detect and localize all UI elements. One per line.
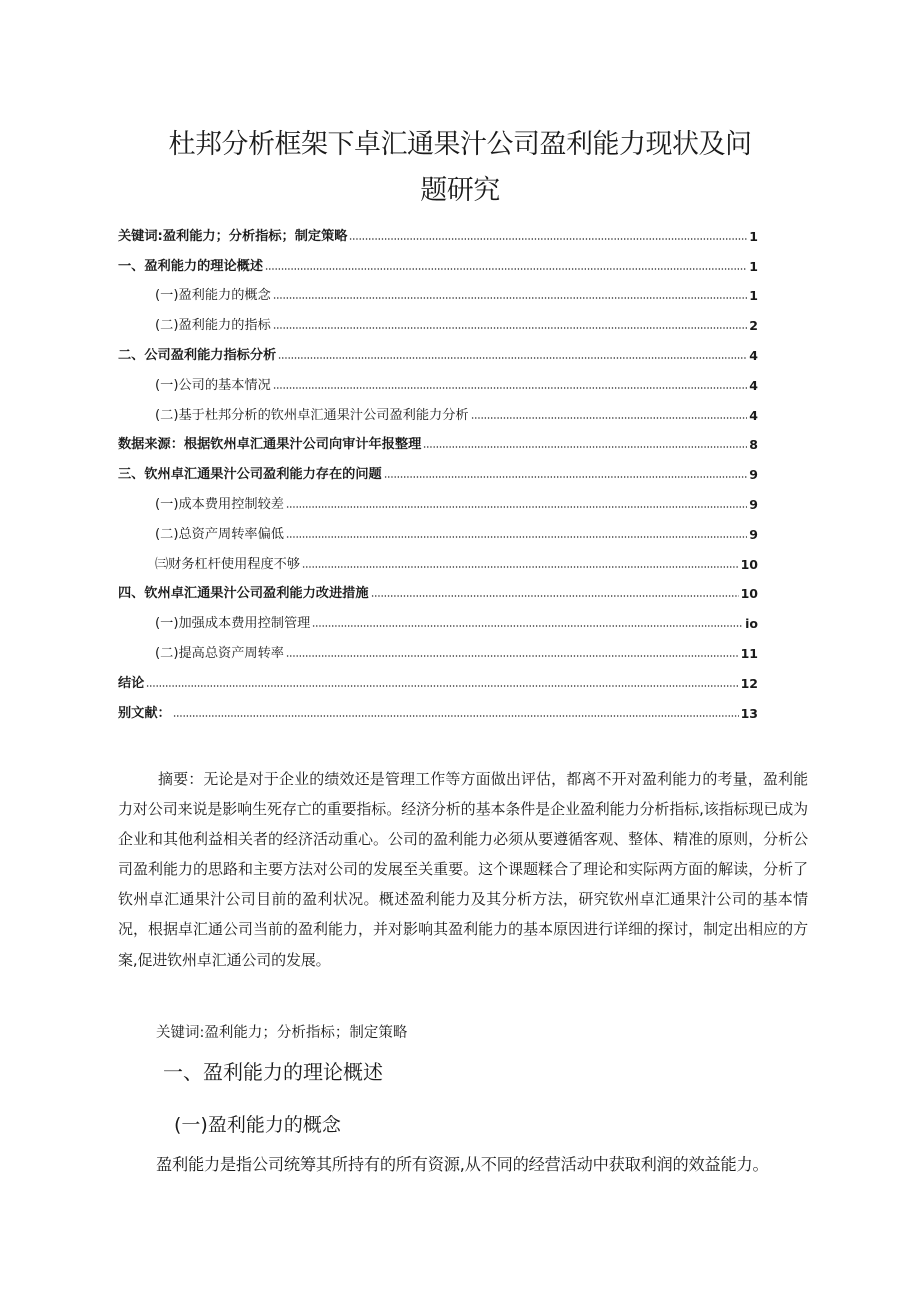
toc-entry-title: (一)加强成本费用控制管理 (155, 616, 311, 632)
keywords-line: 关键词:盈利能力；分析指标；制定策略 (156, 1025, 408, 1041)
title-line-2: 题研究 (420, 175, 500, 206)
toc-dot-leader (371, 594, 739, 598)
body-paragraph: 盈利能力是指公司统筹其所持有的所有资源,从不同的经营活动中获取利润的效益能力。 (156, 1155, 769, 1174)
toc-entry[interactable] (118, 601, 758, 631)
toc-dot-leader (286, 654, 739, 658)
toc-entry-page-number: io (745, 616, 758, 632)
toc-dot-leader (265, 267, 747, 271)
toc-entry-page-number: 4 (749, 347, 758, 363)
toc-entry-page-number: 9 (749, 526, 758, 542)
toc-entry-page-number: 10 (740, 586, 758, 602)
toc-entry[interactable] (118, 333, 758, 363)
toc-entry-title: 二、公司盈利能力指标分析 (118, 347, 277, 363)
toc-entry-title: (二)总资产周转率偏低 (155, 526, 284, 542)
toc-entry-title: 三、钦州卓汇通果汁公司盈利能力存在的问题 (118, 467, 382, 483)
toc-dot-leader (384, 475, 748, 479)
toc-entry-page-number: 1 (749, 258, 758, 274)
toc-entry-title: 数据来源：根据钦州卓汇通果汁公司向审计年报整理 (118, 437, 422, 453)
toc-dot-leader (278, 356, 747, 360)
toc-entry-page-number: 10 (740, 556, 758, 572)
toc-entry-page-number: 2 (749, 318, 758, 334)
toc-entry-title: (一)盈利能力的概念 (155, 288, 271, 304)
toc-dot-leader (273, 296, 748, 300)
toc-dot-leader (173, 714, 739, 718)
toc-entry[interactable] (118, 512, 758, 542)
toc-entry-title: (二)基于杜邦分析的钦州卓汇通果汁公司盈利能力分析 (155, 407, 469, 423)
table-of-contents (118, 214, 758, 721)
document-title (140, 122, 780, 214)
toc-entry-page-number: 1 (749, 228, 758, 244)
toc-entry-page-number: 1 (749, 288, 758, 304)
toc-entry[interactable] (118, 482, 758, 512)
toc-entry-title: (二)提高总资产周转率 (155, 645, 284, 661)
toc-entry[interactable] (118, 214, 758, 244)
toc-entry-page-number: 11 (740, 645, 758, 661)
toc-entry-page-number: 8 (749, 437, 758, 453)
toc-entry-page-number: 4 (749, 377, 758, 393)
toc-entry-title: 四、钦州卓汇通果汁公司盈利能力改进措施 (118, 586, 369, 602)
toc-entry-title: (一)公司的基本情况 (155, 377, 271, 393)
toc-entry-title: (二)盈利能力的指标 (155, 318, 271, 334)
toc-entry[interactable] (118, 303, 758, 333)
toc-entry-title: ㈢财务杠杆使用程度不够 (155, 556, 301, 572)
toc-entry-page-number: 9 (749, 467, 758, 483)
toc-entry[interactable] (118, 542, 758, 572)
toc-entry-title: 一、盈利能力的理论概述 (118, 258, 264, 274)
toc-dot-leader (286, 535, 747, 539)
toc-dot-leader (471, 416, 748, 420)
toc-dot-leader (312, 624, 743, 628)
toc-entry[interactable] (118, 452, 758, 482)
toc-dot-leader (423, 445, 747, 449)
toc-entry[interactable] (118, 423, 758, 453)
toc-entry[interactable] (118, 572, 758, 602)
toc-entry[interactable] (118, 691, 758, 721)
section-heading: 一、盈利能力的理论概述 (163, 1060, 383, 1084)
abstract-paragraph: 摘要：无论是对于企业的绩效还是管理工作等方面做出评估，都离不开对盈利能力的考量，盈利能力对公司来说是影响生死存亡的重要指标。经济分析的基本条件是企业盈利能力分析指标,该指标现已成为企业和其他利益相关者的经济活动重心。公司的盈利能力必须从要遵循客观、整体、精准的原则，分析公司盈利能力的思路和主要方法对公司的发展至关重要。这个课题糅合了理论和实际两方面的解读，分析了钦州卓汇通果汁公司目前的盈利状况。概述盈利能力及其分析方法，研究钦州卓汇通果汁公司的基本情况，根据卓汇通公司当前的盈利能力，并对影响其盈利能力的基本原因进行详细的探讨，制定出相应的方案,促进钦州卓汇通公司的发展。 (118, 770, 808, 969)
toc-entry-title: 关键词:盈利能力；分析指标；制定策略 (118, 228, 348, 244)
toc-entry[interactable] (118, 393, 758, 423)
subsection-heading: (一)盈利能力的概念 (174, 1114, 341, 1136)
toc-dot-leader (286, 505, 747, 509)
toc-entry[interactable] (118, 631, 758, 661)
toc-dot-leader (302, 565, 739, 569)
toc-dot-leader (146, 684, 738, 688)
toc-entry-page-number: 9 (749, 496, 758, 512)
toc-entry-title: (一)成本费用控制较差 (155, 496, 284, 512)
toc-entry-page-number: 12 (740, 675, 758, 691)
toc-dot-leader (273, 386, 748, 390)
toc-entry-page-number: 4 (749, 407, 758, 423)
toc-entry-title: 别文献： (118, 705, 171, 721)
toc-entry-title: 结论 (118, 675, 145, 691)
toc-entry[interactable] (118, 363, 758, 393)
toc-entry[interactable] (118, 661, 758, 691)
toc-entry[interactable] (118, 244, 758, 274)
toc-dot-leader (349, 237, 747, 241)
title-line-1: 杜邦分析框架下卓汇通果汁公司盈利能力现状及问 (168, 129, 752, 160)
toc-dot-leader (273, 326, 748, 330)
toc-entry-page-number: 13 (740, 705, 758, 721)
toc-entry[interactable] (118, 274, 758, 304)
